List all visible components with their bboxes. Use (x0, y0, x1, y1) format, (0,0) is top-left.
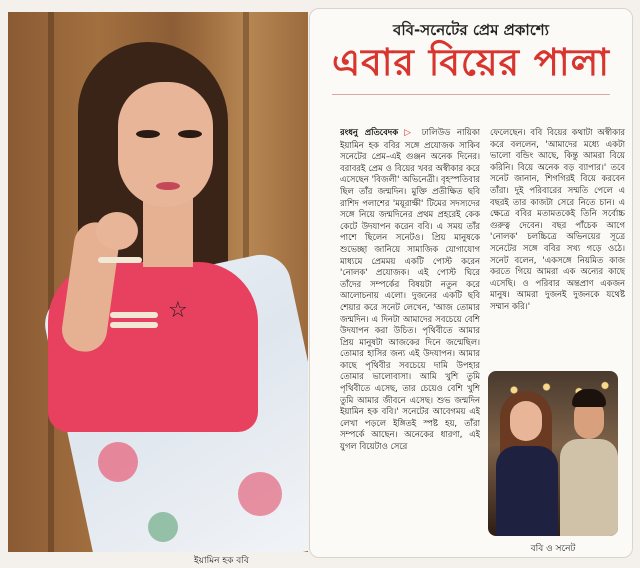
photo-neck (143, 197, 193, 267)
saree-flower (238, 472, 282, 516)
byline-arrow-icon: ▷ (400, 128, 416, 138)
couple-photo-man-hair (572, 389, 606, 407)
article-kicker: ববি-সনেটের প্রেম প্রকাশ্যে (393, 21, 549, 39)
photo-bangle (110, 312, 158, 318)
article-headline: এবার বিয়ের পালা (332, 41, 610, 84)
photo-eye (136, 130, 160, 138)
star-tattoo-icon: ☆ (168, 298, 188, 323)
article-body-left (340, 127, 480, 551)
photo-lips (156, 182, 180, 190)
couple-photo (488, 371, 618, 536)
couple-photo-woman-face (510, 401, 542, 441)
photo-bangle (98, 257, 142, 263)
couple-photo-man-coat (560, 439, 618, 536)
couple-photo-woman-dress (496, 446, 558, 536)
article-text-left: ঢালিউড নায়িকা ইয়ামিন হক ববির সঙ্গে প্রযোজক সাকিব সনেটের প্রেম–এই গুঞ্জন অনেক দিনের। বরাবরই প্রেম ও বিয়ের খবর অস্বীকার করে এসেছেন 'বিজলী' অভিনেত্রী। বৃহস্পতিবার ছিল তাঁর জন্মদিন। মুক্তি প্রতীক্ষিত ছবি রাশিদ পলাশের 'ময়ূরাক্ষী' টিমের সদস্যদের সঙ্গে নিয়ে জন্মদিনের প্রথম প্রহরেই কেক কেটে উদযাপন করেন ববি। এ সময় তাঁর পাশে ছিলেন সনেটও। প্রিয় মানুষকে শুভেচ্ছা জানিয়ে সামাজিক যোগাযোগ মাধ্যমে প্রেমময় একটি পোস্ট করেন 'নোলক' প্রযোজক। এই পোস্ট ঘিরে তাঁদের সম্পর্কের বিষয়টা নতুন করে আলোচনায় এলো। দুজনের একটি ছবি শেয়ার করে সনেট লেখেন, 'আজ তোমার জন্মদিন। এ দিনটা আমাদের সবচেয়ে বেশি উদযাপন করা উচিত। পৃথিবীতে আমার প্রিয় মানুষটা আজকের দিনে জন্মেছিল। তোমার হাসির জন্য এই উদযাপন। আমার কাছে পৃথিবীর সবচেয়ে দামি উপহার তোমার ভালোবাসা। আমি খুশি তুমি পৃথিবীতে এসেছ, তার চেয়েও বেশি খুশি তুমি আমার জীবনে এসেছ। শুভ জন্মদিন ইয়ামিন হক ববি।' সনেটের আবেগময় এই লেখা পড়লে ইঙ্গিতই স্পষ্ট হয়, তাঁরা সম্পর্কে আছেন। অনেকের ধারণা, এই যুগল বিয়েটাও সেরে (340, 127, 480, 452)
photo-caption: ইয়ামিন হক ববি (190, 553, 253, 568)
article-body-right: ফেলেছেন। ববি বিয়ের কথাটা অস্বীকার করে বললেন, 'আমাদের মধ্যে একটা ভালো বন্ডিং আছে, কিন্তু আমরা বিয়ে করিনি। বিয়ে অনেক বড় ব্যাপার।' তবে সনেট জানান, শিগগিরই বিয়ে করবেন তাঁরা। দুই পরিবারের সম্মতি পেলে এ বছরই তার কাজটা সেরে নিতে চান। এ ক্ষেত্রে ববির মতামতকেই তিনি সর্বোচ্চ গুরুত্ব দেবেন। বছর পাঁচেক আগে 'নোলক' চলচ্চিত্রে অভিনয়ের সূত্রে সনেটের সঙ্গে ববির সখ্য গড়ে ওঠে। সনেট বলেন, 'একসঙ্গে নিয়মিত কাজ করতে গিয়ে আমরা এক অন্যের কাছে এসেছি। ও পরিবার অন্তপ্রাণ একজন মানুষ। আমরা দুজনই দুজনকে যথেষ্ট সম্মান করি।' (490, 127, 625, 311)
couple-photo-caption: ববি ও সনেট (530, 544, 576, 554)
saree-flower (98, 442, 138, 482)
photo-bangle (110, 322, 158, 328)
door-panel-line (48, 12, 54, 552)
actress-photo (8, 12, 308, 552)
article-byline: রংধনু প্রতিবেদক (340, 127, 399, 137)
photo-eye (178, 130, 202, 138)
saree-flower (148, 512, 178, 542)
photo-hand (96, 212, 138, 250)
article-card (309, 8, 633, 558)
headline-divider (332, 94, 610, 95)
